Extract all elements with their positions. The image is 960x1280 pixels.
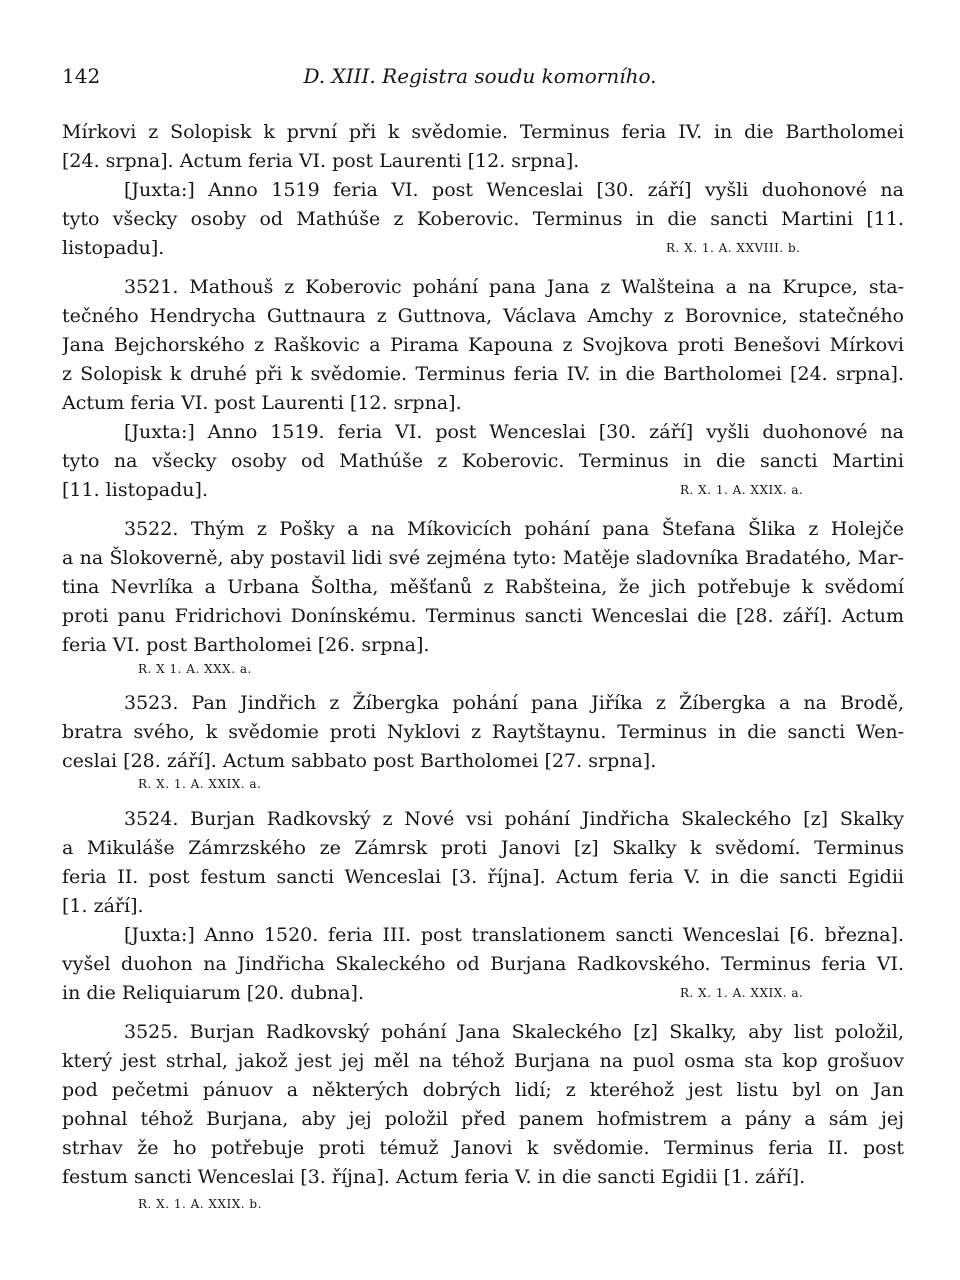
text-line: tina Nevrlíka a Urbana Šoltha, měšťanů z Rabšteina, že jich potřebuje k svědomí — [62, 576, 904, 598]
archival-signature: R. X. 1. A. XXIX. a. — [680, 483, 804, 497]
text-line: a Mikuláše Zámrzského ze Zámrsk proti Janovi [z] Skalky k svědomí. Terminus — [62, 837, 904, 859]
entry-heading-3522: 3522. Thým z Pošky a na Míkovicích pohání pana Štefana Šlika z Holejče — [124, 518, 904, 540]
text-line: Actum feria VI. post Laurenti [12. srpna]. — [62, 392, 462, 414]
text-line: feria II. post festum sancti Wenceslai [3. října]. Actum feria V. in die sancti Egidii — [62, 866, 904, 888]
text-line: Mírkovi z Solopisk k první při k svědomie. Terminus feria IV. in die Bartholomei — [62, 121, 904, 143]
entry-heading-3521: 3521. Mathouš z Koberovic pohání pana Jana z Walšteina a na Krupce, sta- — [124, 276, 904, 298]
archival-signature: R. X. 1. A. XXVIII. b. — [666, 241, 801, 255]
text-line: [Juxta:] Anno 1519 feria VI. post Wenceslai [30. září] vyšli duohonové na — [124, 179, 904, 201]
archival-signature: R. X. 1. A. XXIX. b. — [138, 1197, 262, 1211]
text-line: [24. srpna]. Actum feria VI. post Laurenti [12. srpna]. — [62, 150, 580, 172]
text-line: ceslai [28. září]. Actum sabbato post Bartholomei [27. srpna]. — [62, 750, 657, 772]
text-line: [Juxta:] Anno 1520. feria III. post translationem sancti Wenceslai [6. března]. — [124, 924, 904, 946]
text-line: vyšel duohon na Jindřicha Skaleckého od Burjana Radkovského. Terminus feria VI. — [62, 953, 904, 975]
archival-signature: R. X. 1. A. XXIX. a. — [138, 777, 262, 791]
text-line: z Solopisk k druhé při k svědomie. Terminus feria IV. in die Bartholomei [24. srpna]. — [62, 363, 904, 385]
text-line: strhav že ho potřebuje proti témuž Janovi k svědomie. Terminus feria II. post — [62, 1137, 904, 1159]
text-line: festum sancti Wenceslai [3. října]. Actum feria V. in die sancti Egidii [1. září]. — [62, 1166, 806, 1188]
text-line: [11. listopadu]. — [62, 479, 208, 501]
text-line: listopadu]. — [62, 237, 165, 259]
entry-heading-3523: 3523. Pan Jindřich z Žíbergka pohání pana Jiříka z Žíbergka a na Brodě, — [124, 692, 904, 714]
text-line: feria VI. post Bartholomei [26. srpna]. — [62, 634, 430, 656]
text-line: tyto na všecky osoby od Mathúše z Koberovic. Terminus in die sancti Martini — [62, 450, 904, 472]
text-line: proti panu Fridrichovi Donínskému. Terminus sancti Wenceslai die [28. září]. Actum — [62, 605, 904, 627]
running-title: D. XIII. Registra soudu komorního. — [303, 64, 657, 88]
entry-heading-3525: 3525. Burjan Radkovský pohání Jana Skaleckého [z] Skalky, aby list položil, — [124, 1021, 904, 1043]
entry-heading-3524: 3524. Burjan Radkovský z Nové vsi pohání Jindřicha Skaleckého [z] Skalky — [124, 808, 904, 830]
archival-signature: R. X. 1. A. XXIX. a. — [680, 986, 804, 1000]
text-line: bratra svého, k svědomie proti Nyklovi z Raytštaynu. Terminus in die sancti Wen- — [62, 721, 904, 743]
text-line: [1. září]. — [62, 895, 144, 917]
text-line: Jana Bejchorského z Raškovic a Pirama Kapouna z Svojkova proti Benešovi Mírkovi — [62, 334, 904, 356]
text-line: a na Šlokoverně, aby postavil lidi své zejména tyto: Matěje sladovníka Bradatého, Mar- — [62, 547, 904, 569]
text-line: in die Reliquiarum [20. dubna]. — [62, 982, 365, 1004]
archival-signature: R. X 1. A. XXX. a. — [138, 662, 252, 676]
text-line: tyto všecky osoby od Mathúše z Koberovic. Terminus in die sancti Martini [11. — [62, 208, 904, 230]
text-line: pod pečetmi pánuov a některých dobrých lidí; z kteréhož jest listu byl on Jan — [62, 1079, 904, 1101]
page-number: 142 — [62, 64, 101, 88]
page-header — [0, 0, 960, 100]
text-line: který jest strhal, jakož jest jej měl na téhož Burjana na puol osma sta kop grošuov — [62, 1050, 904, 1072]
text-line: pohnal téhož Burjana, aby jej položil před panem hofmistrem a pány a sám jej — [62, 1108, 904, 1130]
text-line: tečného Hendrycha Guttnaura z Guttnova, Václava Amchy z Borovnice, statečného — [62, 305, 904, 327]
text-line: [Juxta:] Anno 1519. feria VI. post Wenceslai [30. září] vyšli duohonové na — [124, 421, 904, 443]
